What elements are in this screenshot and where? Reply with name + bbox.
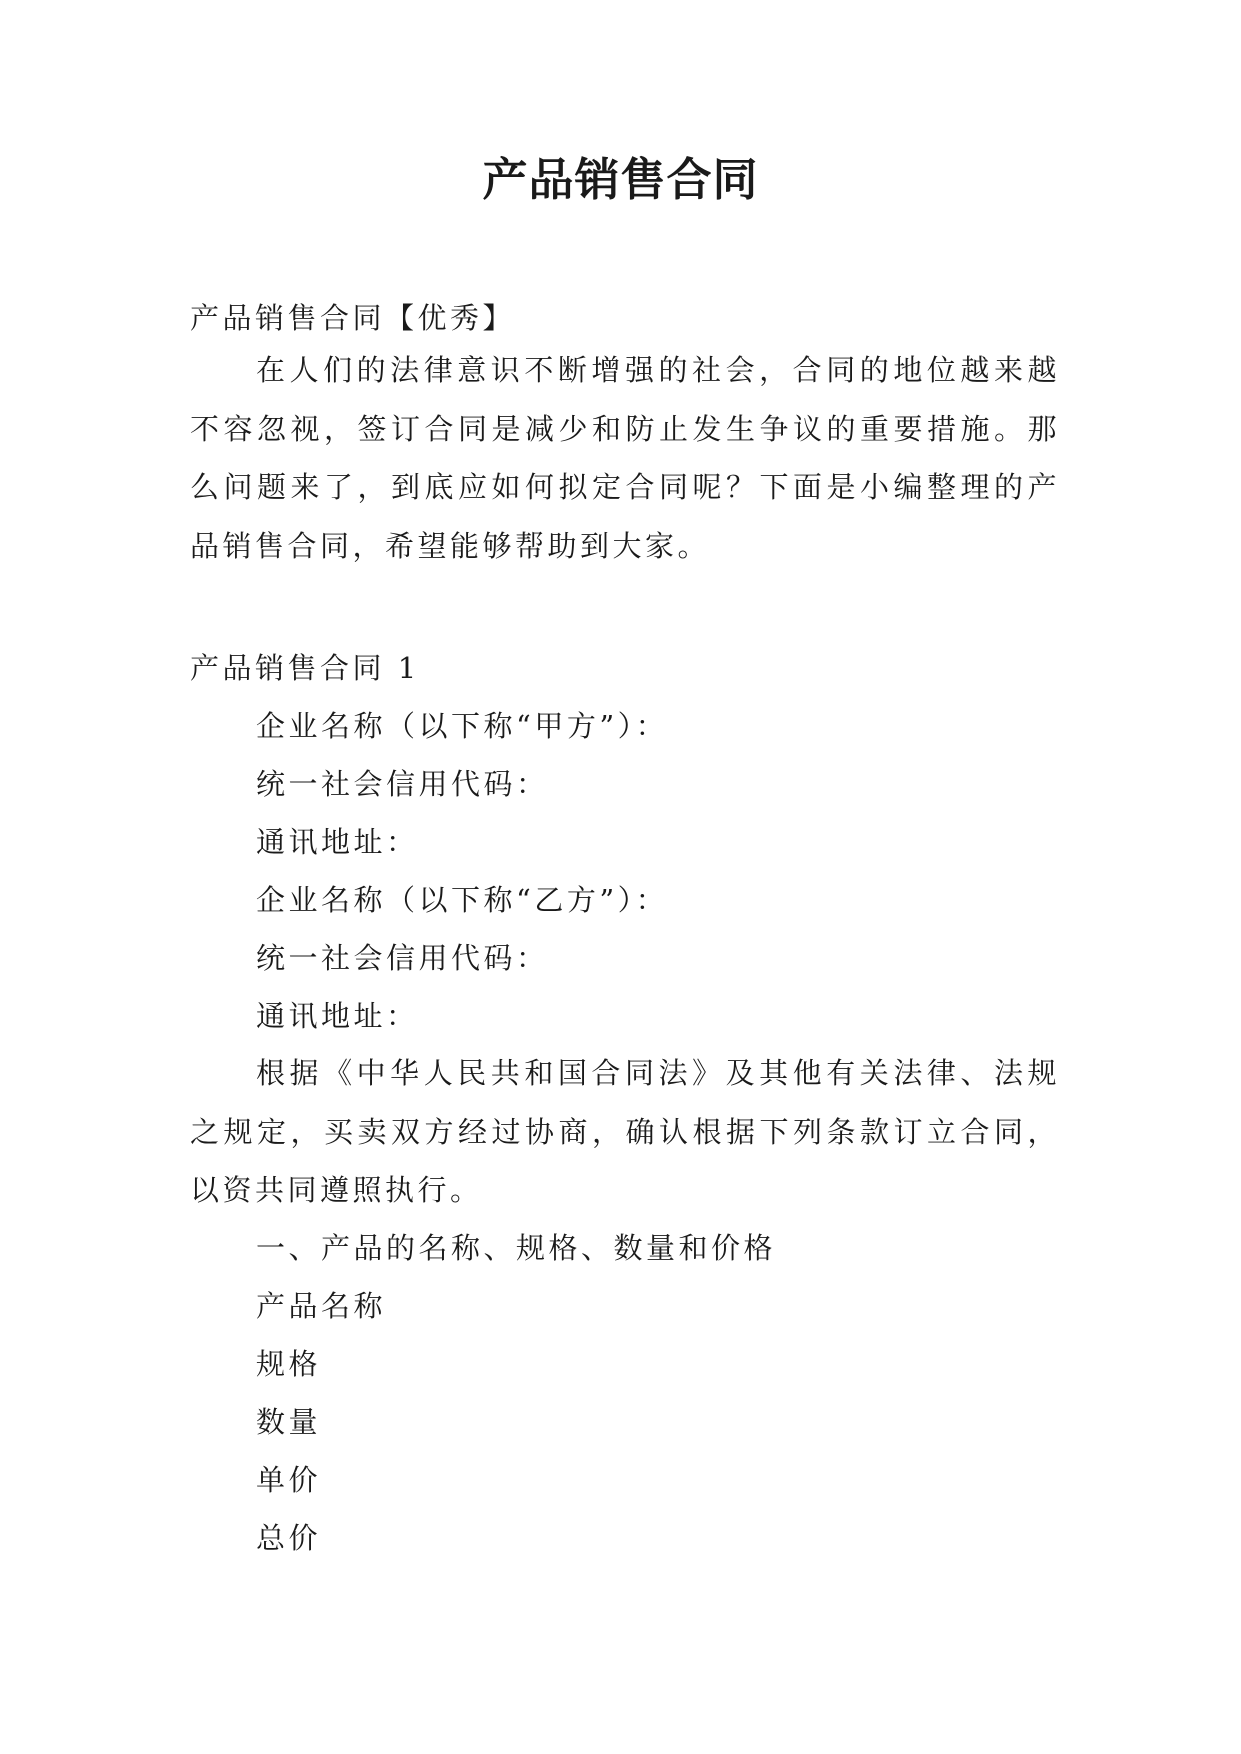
section-heading: 产品销售合同 1 [190, 651, 420, 685]
intro-paragraph: 在人们的法律意识不断增强的社会，合同的地位越来越不容忽视，签订合同是减少和防止发生争议的重要措施。那么问题来了，到底应如何拟定合同呢？下面是小编整理的产品销售合同，希望能够帮助到大家。 [190, 353, 1060, 563]
clause-field-spec: 规格 [256, 1347, 322, 1381]
document-subtitle: 产品销售合同【优秀】 [190, 301, 516, 335]
clause-heading: 一、产品的名称、规格、数量和价格 [256, 1231, 777, 1265]
clause-field-product-name: 产品名称 [256, 1289, 387, 1323]
clause-field-total-price: 总价 [256, 1521, 322, 1555]
party-a-name-label: 企业名称（以下称“甲方”）： [256, 709, 669, 743]
document-title: 产品销售合同 [482, 153, 759, 206]
party-b-credit-code-label: 统一社会信用代码： [256, 941, 549, 975]
party-a-credit-code-label: 统一社会信用代码： [256, 767, 549, 801]
basis-paragraph: 根据《中华人民共和国合同法》及其他有关法律、法规之规定，买卖双方经过协商，确认根据下列条款订立合同，以资共同遵照执行。 [190, 1056, 1060, 1207]
party-b-name-label: 企业名称（以下称“乙方”）： [256, 883, 669, 917]
party-b-address-label: 通讯地址： [256, 999, 419, 1033]
clause-field-quantity: 数量 [256, 1405, 322, 1439]
party-a-address-label: 通讯地址： [256, 825, 419, 859]
clause-field-unit-price: 单价 [256, 1463, 322, 1497]
